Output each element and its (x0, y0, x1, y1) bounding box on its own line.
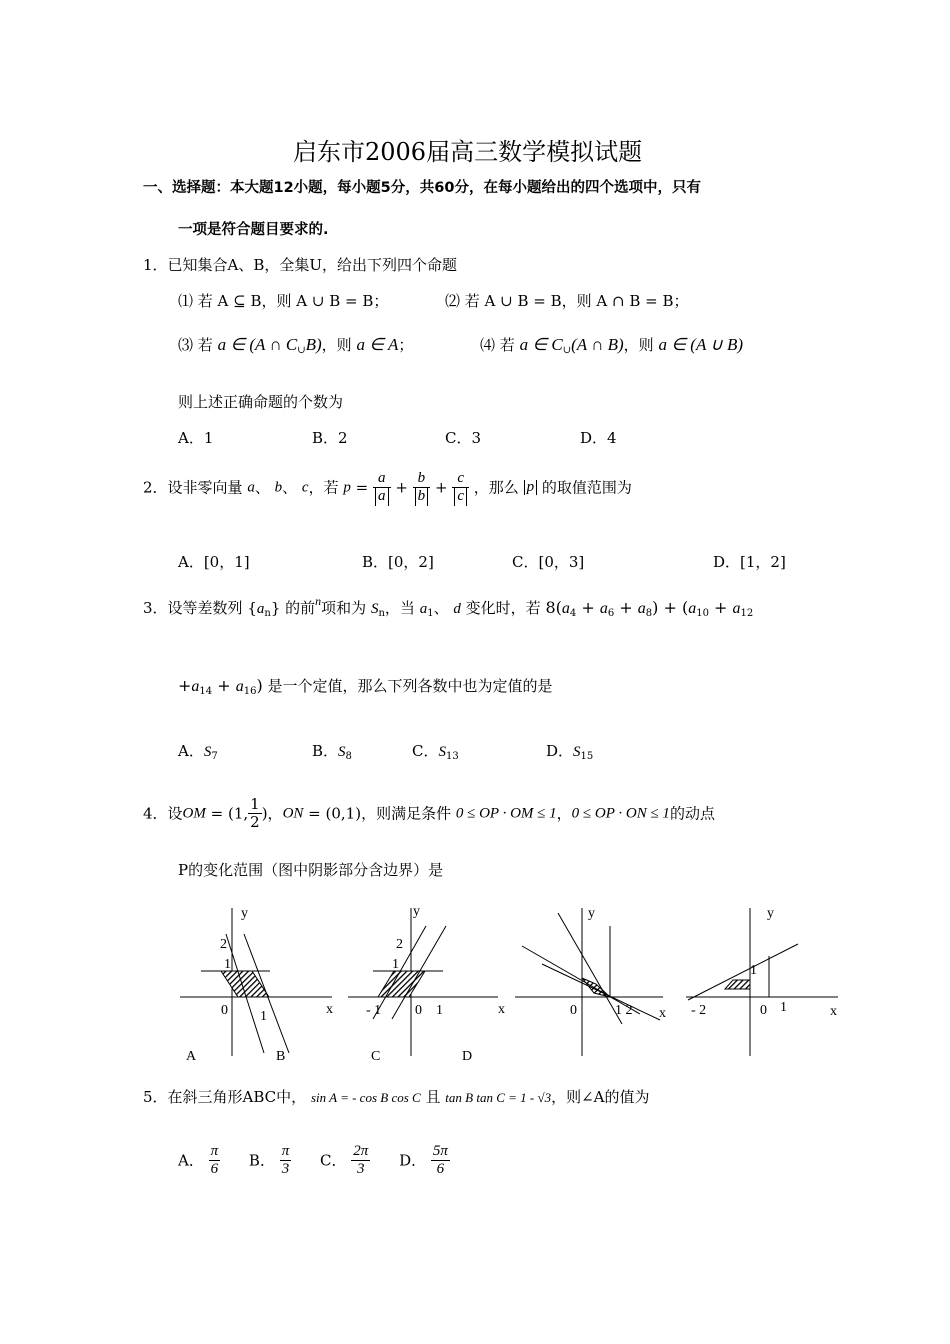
graph-d-tick-1: 1 (750, 963, 757, 978)
q3-opt-d-label: D． (546, 742, 574, 760)
graph-c-x-label: x (659, 1006, 666, 1021)
q5-eq2: tan B tan C = 1 - √3 (445, 1090, 552, 1105)
q2-option-b: B．[0，2] (362, 553, 434, 571)
graph-b-tick-neg1: - 1 (366, 1003, 382, 1018)
q3-pl2: + (614, 598, 638, 617)
q2-sep2: 、 (282, 478, 298, 497)
q1-option-b: B．2 (312, 429, 348, 447)
graph-c-ticks: 1 2 (615, 1003, 633, 1018)
graph-b-tick-1: 1 (392, 957, 399, 972)
q3-sum-text: 项和为 (321, 599, 367, 617)
q3-d: d (453, 601, 461, 617)
graph-d-tick-x1: 1 (780, 1000, 787, 1015)
q4-half-den: 2 (250, 813, 260, 832)
q3-t8-sub: 8 (645, 608, 653, 619)
q5-opt-d-label: D． (399, 1151, 427, 1170)
q3-lead: 3．设等差数列 (143, 599, 243, 617)
q3-t8: a (637, 600, 646, 617)
q3-expr (545, 598, 753, 617)
q3-t12-sub: 12 (740, 608, 754, 619)
q2-frac-a (373, 470, 391, 506)
q2-frac-c-den: c (454, 488, 467, 505)
q3-S: S (370, 601, 379, 617)
graph-a-tick-1: 1 (224, 957, 231, 972)
q5-opt-d (431, 1143, 450, 1179)
q1-p4-res: a ∈ (A ∪ B) (658, 335, 744, 354)
q2-tail: ，那么 (473, 478, 519, 497)
q3-n: n (315, 594, 322, 608)
graph-d-y-label: y (767, 906, 774, 921)
q3-cont-plus: + (178, 676, 192, 695)
q3-close: ) (256, 676, 263, 695)
q5-opt-d-num: 5π (431, 1143, 450, 1161)
graph-c-y-label: y (588, 906, 595, 921)
graph-a-x-label: x (326, 1002, 333, 1017)
section-heading-line2: 一项是符合题目要求的. (178, 222, 329, 238)
q4-cond1: 0 ≤ OP · OM ≤ 1 (455, 805, 557, 822)
q5-stem (143, 1086, 650, 1107)
q2-option-c: C．[0，3] (512, 553, 585, 571)
q3-pl1: + (576, 598, 600, 617)
q3-opt-a-sub: 7 (211, 751, 218, 762)
q3-opt-a-S: S (203, 744, 212, 760)
q2-lead: 2．设非零向量 (143, 478, 243, 497)
q2-vec-c: c (301, 479, 309, 496)
graph-label-c: C (371, 1049, 381, 1064)
q2-frac-b (413, 470, 431, 506)
q2-plus2: + (434, 478, 448, 497)
q5-opt-b (280, 1143, 292, 1179)
q3-t16-sub: 16 (243, 686, 257, 697)
q5-opt-a-label: A． (178, 1151, 204, 1170)
graph-d-origin: 0 (760, 1003, 767, 1018)
q3-ask: 是一个定值，那么下列各数中也为定值的是 (267, 677, 553, 695)
q4-line2: P的变化范围（图中阴影部分含边界）是 (178, 861, 444, 879)
q3-pl4: + (212, 676, 236, 695)
q3-t10-sub: 10 (696, 608, 709, 619)
q4-close1: )， (261, 804, 283, 823)
q4-eq1: = (1, (205, 804, 249, 823)
q3-expr2 (178, 676, 263, 695)
q3-when: ，当 (384, 599, 415, 617)
q1-p4-if: ⑷ 若 (480, 336, 515, 354)
q5-opt-a (209, 1143, 221, 1179)
graph-b-y-label: y (413, 904, 420, 919)
q5-opt-b-label: B． (248, 1151, 275, 1170)
q3-opt-b-S: S (338, 744, 346, 760)
q2-option-a: A．[0，1] (178, 553, 250, 571)
q1-p4-then: ，则 (623, 336, 654, 354)
q3-seq-sub: n (264, 608, 271, 619)
q3-seq: $\{a_n\}$ (247, 599, 281, 619)
q3-opt-b-label: B． (312, 742, 339, 760)
q2-frac-a-num: a (373, 470, 391, 488)
graph-c-line2 (542, 964, 660, 1020)
q1-p3-sub: ∪ (297, 345, 306, 356)
q1-prop3 (178, 334, 413, 356)
graph-b-tick-2: 2 (396, 937, 403, 952)
q3-mid: ) + ( (652, 598, 689, 617)
q2-stem (143, 470, 632, 506)
graph-c (515, 906, 666, 1056)
q2-frac-c-num: c (452, 470, 469, 488)
page-title: 启东市2006届高三数学模拟试题 (293, 138, 643, 166)
q3-stem (143, 594, 753, 619)
graph-a-origin: 0 (221, 1003, 228, 1018)
graph-d (686, 906, 838, 1056)
q2-frac-b-num: b (413, 470, 431, 488)
q5-and: 且 (425, 1088, 441, 1106)
graph-c-origin: 0 (570, 1003, 577, 1018)
q3-sep: 、 (433, 599, 449, 617)
graph-a-y-label: y (241, 906, 248, 921)
q4-stem (143, 796, 715, 832)
q2-sep1: 、 (254, 478, 270, 497)
q3-opt-d-sub: 15 (580, 751, 594, 762)
graph-a-tick-x1: 1 (260, 1009, 267, 1024)
q4-graphs (170, 896, 860, 1071)
q2-cond: ，若 (308, 478, 339, 497)
q4-eq2: = (0,1)，则满足条件 (303, 804, 452, 823)
q5-opt-b-den: 3 (281, 1161, 290, 1178)
q3-t4-sub: 4 (569, 608, 577, 619)
q1-option-c: C．3 (445, 429, 482, 447)
graph-b (348, 904, 505, 1056)
q3-t16: a (235, 678, 244, 695)
graph-a-tick-2: 2 (220, 937, 227, 952)
q1-p3-end: ； (398, 336, 414, 354)
q1-p4-sub: ∪ (562, 345, 572, 356)
q4-half-num: 1 (250, 795, 260, 813)
q3-S-sub: n (378, 608, 385, 619)
graph-label-d: D (462, 1049, 473, 1064)
q1-p3-res: a ∈ A (356, 335, 399, 354)
q3-expr1: 8( (545, 598, 562, 617)
q3-t12: a (732, 600, 741, 617)
graph-label-b: B (276, 1049, 286, 1064)
q4-lead: 4．设 (143, 804, 183, 823)
graph-a (180, 906, 333, 1056)
q3-t14: a (191, 678, 200, 695)
q3-front: 的前 (285, 599, 316, 617)
q3-t6: a (599, 600, 608, 617)
q3-option-a (178, 734, 218, 762)
graph-label-a: A (186, 1049, 197, 1064)
q2-ask: 的取值范围为 (541, 478, 632, 497)
q5-opt-c-label: C． (320, 1151, 347, 1170)
q1-p3-tail: B) (305, 335, 322, 354)
q3-opt-d-S: S (573, 744, 581, 760)
q2-eq: = (355, 478, 369, 497)
q3-pl3: + (708, 598, 733, 617)
q2-abs-p: p (524, 480, 538, 495)
q4-end: 的动点 (669, 804, 715, 823)
q3-opt-c-sub: 13 (445, 751, 459, 762)
q5-options (178, 1143, 450, 1179)
q3-opt-c-S: S (438, 744, 446, 760)
q4-ON: ON (282, 805, 304, 822)
q3-a1-sub: 1 (427, 608, 434, 619)
q3-opt-b-sub: 8 (345, 751, 352, 762)
section-heading-line1: 一、选择题：本大题12小题，每小题5分，共60分，在每小题给出的四个选项中，只有 (143, 180, 701, 196)
q4-comma: ， (556, 804, 572, 823)
q4-cond2: 0 ≤ OP · ON ≤ 1 (571, 805, 670, 822)
q3-t6-sub: 6 (607, 608, 615, 619)
q5-opt-c-den: 3 (357, 1161, 365, 1178)
q3-t14-sub: 14 (199, 686, 213, 697)
graph-b-origin: 0 (415, 1003, 422, 1018)
q3-option-b (312, 734, 352, 762)
q2-p: p (343, 479, 351, 496)
q3-opt-c-label: C． (412, 742, 439, 760)
q1-stem: 1．已知集合A、B，全集U，给出下列四个命题 (143, 256, 458, 274)
graph-d-tick-neg2: - 2 (691, 1003, 707, 1018)
q1-prop1: ⑴ 若 A ⊆ B，则 A ∪ B = B； (178, 292, 389, 310)
q5-opt-b-num: π (280, 1143, 292, 1161)
q5-opt-c (351, 1143, 370, 1179)
q5-lead: 5．在斜三角形ABC中， (143, 1088, 307, 1106)
q1-option-d: D．4 (580, 429, 617, 447)
q2-frac-a-den: a (375, 488, 389, 505)
graph-d-region (725, 980, 750, 989)
q5-eq1: sin A = - cos B cos C (310, 1090, 421, 1105)
q1-ask: 则上述正确命题的个数为 (178, 393, 344, 411)
q3-option-c (412, 734, 459, 762)
graph-b-x-label: x (498, 1002, 505, 1017)
q1-prop2: ⑵ 若 A ∪ B = B，则 A ∩ B = B； (445, 292, 689, 310)
q1-p3-if: ⑶ 若 (178, 336, 213, 354)
q2-vec-a: a (247, 479, 255, 496)
q2-frac-c (452, 470, 469, 506)
q1-p3-cond: a ∈ (A ∩ C (217, 335, 298, 354)
q1-p3-then: ，则 (321, 336, 352, 354)
graph-d-line1 (688, 944, 798, 1000)
q5-opt-a-den: 6 (210, 1161, 219, 1178)
q3-t4: a (561, 600, 570, 617)
graph-d-x-label: x (830, 1004, 837, 1019)
q1-option-a: A．1 (178, 429, 214, 447)
q3-t10: a (688, 600, 697, 617)
graph-c-line3 (558, 913, 622, 1024)
q3-opt-a-label: A． (178, 742, 204, 760)
q3-a1: a (419, 601, 428, 617)
q3-change: 变化时，若 (465, 599, 541, 617)
graph-b-tick-x1: 1 (436, 1003, 443, 1018)
q2-frac-b-den: b (415, 488, 429, 505)
q5-opt-a-num: π (209, 1143, 221, 1161)
q2-option-d: D．[1，2] (713, 553, 786, 571)
q5-opt-d-den: 6 (436, 1161, 445, 1178)
q5-ask: ，则∠A的值为 (551, 1088, 650, 1106)
q3-seq-a: a (256, 601, 265, 617)
q2-vec-b: b (274, 479, 283, 496)
q2-plus1: + (395, 478, 408, 497)
q3-option-d (546, 734, 593, 762)
q5-opt-c-num: 2π (351, 1143, 370, 1161)
q1-prop4 (480, 334, 743, 356)
q4-OM: OM (182, 805, 206, 822)
q1-p4-tail: (A ∩ B) (571, 335, 624, 354)
q4-half (248, 796, 262, 832)
q3-continuation (178, 675, 553, 697)
q1-p4-cond: a ∈ C (519, 335, 563, 354)
